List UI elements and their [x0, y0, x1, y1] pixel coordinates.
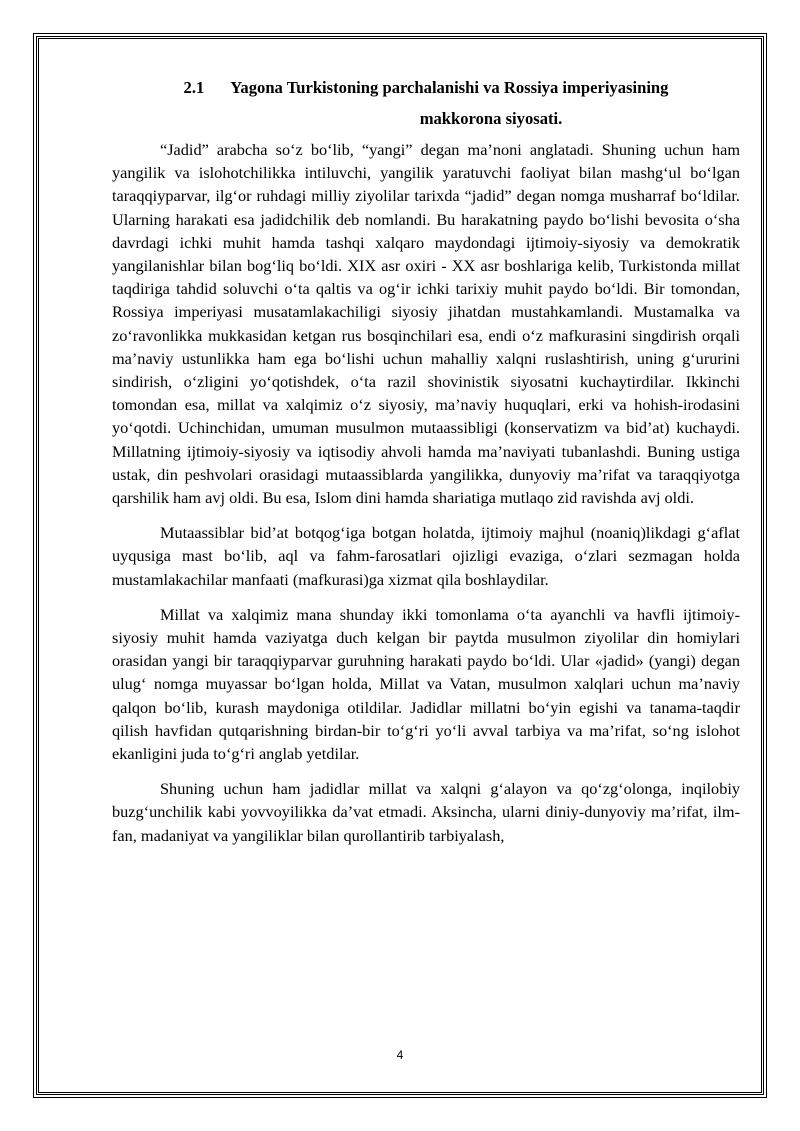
- section-title-part-1: Yagona Turkistoning parchalanishi va Rossiya imperiyasining: [230, 78, 669, 97]
- document-body: [112, 72, 740, 859]
- section-heading-line-1: [112, 72, 740, 103]
- page-number: 4: [396, 1048, 404, 1062]
- paragraph-3: Millat va xalqimiz mana shunday ikki tomonlama o‘ta ayanchli va havfli ijtimoiy-siyosiy muhit hamda vaziyatga duch kelgan bir paytda musulmon ziyolilar din homiylari orasidan yangi bir taraqqiyparvar guruhning harakati paydo bo‘ldi. Ular «jadid» (yangi) degan ulug‘ nomga muyassar bo‘lgan holda, Millat va Vatan, musulmon xalqlari uchun ma’naviy qalqon bo‘lib, kurash maydoniga otildilar. Jadidlar millatni bo‘yin egishi va tanama-taqdir qilish havfidan qutqarishning birdan-bir to‘g‘ri yo‘li avval tarbiya va ma’rifat, so‘ng islohot ekanligini juda to‘g‘ri anglab yetdilar.: [112, 604, 740, 764]
- paragraph-1: “Jadid” arabcha so‘z bo‘lib, “yangi” degan ma’noni anglatadi. Shuning uchun ham yangilik va islohotchilikka intiluvchi, yangilik yaratuvchi faoliyat bilan mashg‘ul bo‘lgan taraqqiyparvar, ilg‘or ruhdagi milliy ziyolilar tarixda “jadid” degan nomga musharraf bo‘ldilar. Ularning harakati esa jadidchilik deb nomlandi. Bu harakatning paydo bo‘lishi bevosita o‘sha davrdagi ichki muhit hamda tashqi xalqaro maydondagi ijtimoiy-siyosiy va demokratik yangilanishlar bilan bog‘liq bo‘ldi. XIX asr oxiri - XX asr boshlariga kelib, Turkistonda millat taqdiriga tahdid soluvchi o‘ta qaltis va og‘ir ichki tarixiy muhit paydo bo‘ldi. Bir tomondan, Rossiya imperiyasi musatamlakachiligi siyosiy jihatdan mustahkamlandi. Mustamalka va zo‘ravonlikka mukkasidan ketgan rus bosqinchilari esa, endi o‘z mafkurasini singdirish orqali ma’naviy ustunlikka ham ega bo‘lishi uchun mahalliy xalqni ruslashtirish, uning g‘ururini sindirish, o‘zligini yo‘qotishdek, o‘ta razil shovinistik siyosatni kuchaytirdilar. Ikkinchi tomondan esa, millat va xalqimiz o‘z siyosiy, ma’naviy huquqlari, erki va hohish-irodasini yo‘qotdi. Uchinchidan, umuman musulmon mutaassibligi (konservatizm va bid’at) kuchaydi. Millatning ijtimoiy-siyosiy va iqtisodiy ahvoli hamda ma’naviyati tubanlashdi. Buning ustiga ustak, din peshvolari orasidagi mutaassiblarda yangilikka, dunyoviy ma’rifat va taraqqiyotga qarshilik ham avj oldi. Bu esa, Islom dini hamda shariatiga mutlaqo zid ravishda avj oldi.: [112, 140, 740, 508]
- section-title-part-2: makkorona siyosati.: [419, 109, 563, 128]
- paragraph-2: Mutaassiblar bid’at botqog‘iga botgan holatda, ijtimoiy majhul (noaniq)likdagi g‘aflat uyqusiga mast bo‘lib, aql va fahm-farosatlari ojizligi evaziga, o‘zlari sezmagan holda mustamlakachilar manfaati (mafkurasi)ga xizmat qila boshlaydilar.: [112, 523, 740, 589]
- paragraph-4: Shuning uchun ham jadidlar millat va xalqni g‘alayon va qo‘zg‘olonga, inqilobiy buzg‘unchilik kabi yovvoyilikka da’vat etmadi. Aksincha, ularni diniy-dunyoviy ma’rifat, ilm-fan, madaniyat va yangiliklar bilan qurollantirib tarbiyalash,: [112, 779, 740, 845]
- section-heading: [112, 72, 740, 134]
- section-number: 2.1: [183, 78, 205, 97]
